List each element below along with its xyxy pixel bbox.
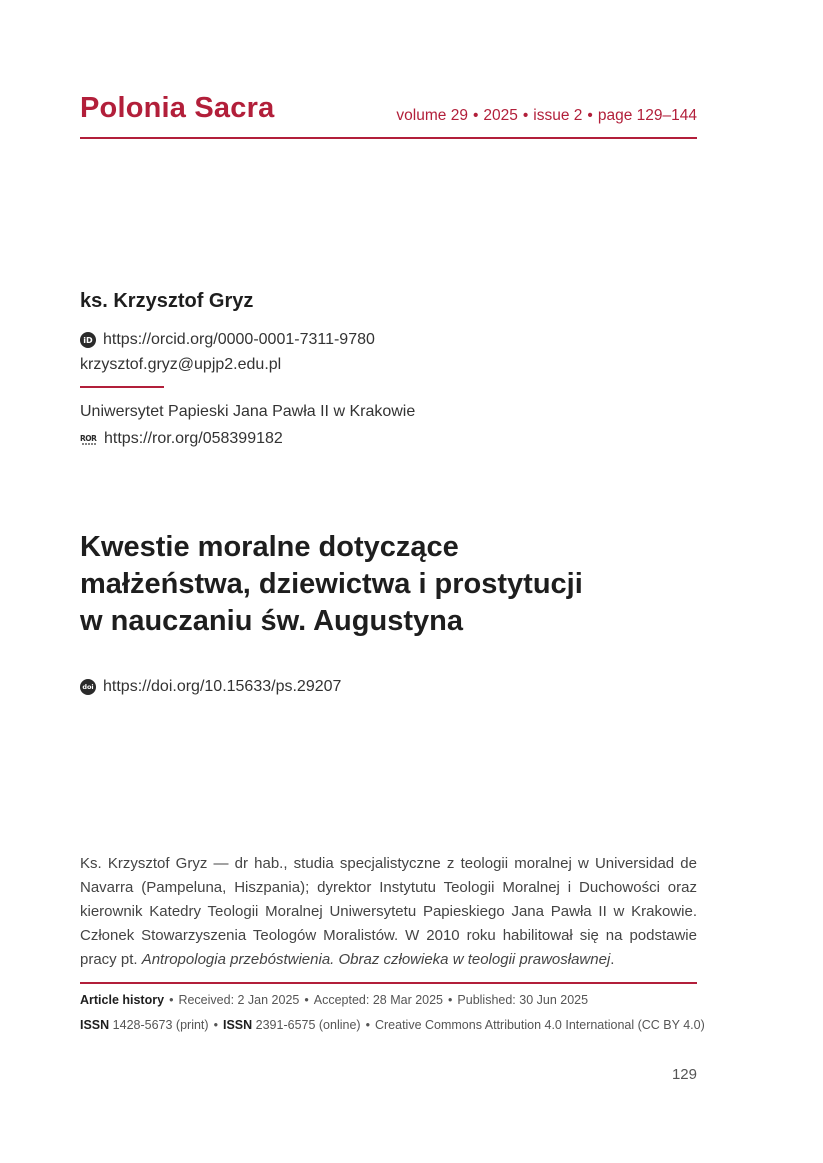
- history-label: Article history: [80, 993, 165, 1007]
- footer-rule: [80, 982, 697, 984]
- orcid-icon: iD: [80, 332, 96, 348]
- issn-print: 1428-5673 (print): [112, 1018, 209, 1032]
- separator: •: [472, 107, 479, 124]
- title-line: małżeństwa, dziewictwa i prostytucji: [80, 568, 583, 600]
- doi-line: [80, 678, 341, 696]
- year: 2025: [483, 107, 518, 124]
- author-name: ks. Krzysztof Gryz: [80, 290, 254, 312]
- pages: page 129–144: [597, 107, 697, 124]
- bio-book-title: Antropologia przebóstwienia. Obraz człowieka w teologii prawosławnej: [141, 951, 611, 968]
- ror-link[interactable]: https://ror.org/058399182: [104, 430, 283, 447]
- article-title: [80, 529, 700, 640]
- volume: volume 29: [396, 107, 468, 124]
- title-line: w nauczaniu św. Augustyna: [80, 605, 463, 637]
- ror-line: [80, 430, 283, 448]
- issue: issue 2: [533, 107, 583, 124]
- issn-label: ISSN: [80, 1018, 110, 1032]
- doi-link[interactable]: https://doi.org/10.15633/ps.29207: [103, 678, 342, 695]
- issn-line: ISSN 1428-5673 (print) • ISSN 2391-6575 (online) • Creative Commons Attribution 4.0 International (CC BY 4.0): [80, 1018, 705, 1032]
- bio-text: Ks. Krzysztof Gryz — dr hab., studia specjalistyczne z teologii moralnej w Universidad de Navarra (Pampeluna, Hiszpania); dyrektor Instytutu Teologii Moralnej i Duchowości oraz kierownik Katedry Teologii Moralnej Uniwersytetu Papieskiego Jana Pawła II w Krakowie. Członek Stowarzyszenia Teologów Moralistów. W 2010 roku habilitował się na podstawie pracy pt.: [80, 855, 697, 968]
- header-rule: [80, 137, 697, 139]
- separator: •: [522, 107, 529, 124]
- issn-online: 2391-6575 (online): [255, 1018, 361, 1032]
- orcid-line: [80, 331, 375, 349]
- author-bio: [80, 852, 697, 972]
- affiliation: Uniwersytet Papieski Jana Pawła II w Krakowie: [80, 403, 416, 420]
- issn-label: ISSN: [222, 1018, 253, 1032]
- orcid-link[interactable]: https://orcid.org/0000-0001-7311-9780: [103, 331, 375, 348]
- title-line: Kwestie moralne dotyczące: [80, 531, 459, 563]
- doi-icon: doi: [80, 679, 96, 695]
- bio-end: .: [610, 951, 615, 968]
- journal-title: Polonia Sacra: [80, 92, 275, 124]
- author-email[interactable]: krzysztof.gryz@upjp2.edu.pl: [80, 356, 282, 373]
- page-number: 129: [671, 1066, 697, 1083]
- author-rule: [80, 386, 164, 388]
- issue-info: [396, 107, 697, 125]
- svg-text:ROR: ROR: [80, 434, 97, 443]
- received-date: Received: 2 Jan 2025: [178, 993, 300, 1007]
- license[interactable]: Creative Commons Attribution 4.0 International (CC BY 4.0): [374, 1018, 705, 1032]
- separator: •: [587, 107, 593, 124]
- ror-icon: [80, 433, 98, 445]
- published-date: Published: 30 Jun 2025: [457, 993, 589, 1007]
- accepted-date: Accepted: 28 Mar 2025: [313, 993, 444, 1007]
- article-history: Article history • Received: 2 Jan 2025 • Accepted: 28 Mar 2025 • Published: 30 Jun 2025: [80, 993, 589, 1007]
